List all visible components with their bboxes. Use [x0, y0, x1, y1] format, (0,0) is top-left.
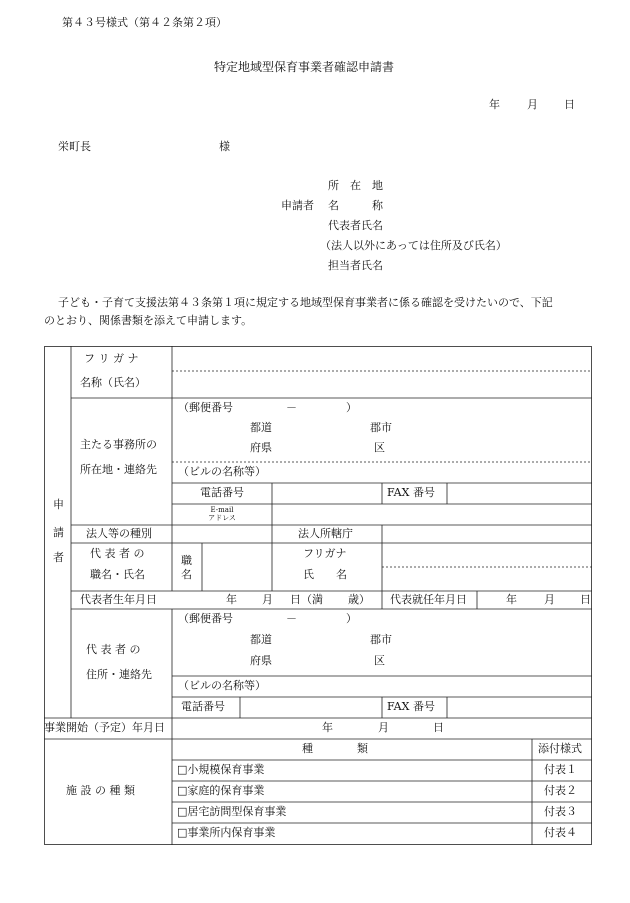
intro-line-1: 子ども・子育て支援法第４３条第１項に規定する地域型保育事業者に係る確認を受けたいので、下記 — [58, 296, 553, 309]
name-label: 名称（氏名） — [80, 376, 146, 389]
facility-label: 施 設 の 種 類 — [66, 784, 135, 797]
rep-postal: （郵便番号 — [178, 612, 233, 625]
office-label-1: 主たる事務所の — [80, 438, 157, 451]
honorific: 様 — [219, 140, 230, 153]
rep-todo: 都道 — [250, 633, 272, 646]
rep-addr-label-1: 代 表 者 の — [86, 643, 141, 656]
appoint-month: 月 — [544, 593, 555, 606]
start-day: 日 — [433, 721, 444, 734]
applicant-location-label: 所 在 地 — [328, 179, 383, 192]
office-postal: （郵便番号 — [178, 401, 233, 414]
office-fuken: 府県 — [250, 441, 272, 454]
rep-postal-dash: － — [286, 612, 297, 625]
intro-line-2: のとおり、関係書類を添えて申請します。 — [44, 314, 253, 327]
facility-attach-1: 付表１ — [544, 763, 577, 776]
office-todo: 都道 — [250, 421, 272, 434]
facility-attach-4: 付表４ — [544, 826, 577, 839]
page-title: 特定地域型保育事業者確認申請書 — [214, 60, 395, 74]
applicant-non-corp-note: （法人以外にあっては住所及び氏名） — [320, 239, 507, 252]
corp-authority-label: 法人所轄庁 — [298, 527, 353, 540]
rep-title-label-2: 職名・氏名 — [90, 568, 145, 581]
office-gunshi: 郡市 — [370, 421, 392, 434]
office-postal-close: ） — [346, 401, 357, 414]
facility-item-2[interactable]: □家庭的保育事業 — [177, 784, 265, 797]
rep-phone-label: 電話番号 — [181, 700, 225, 713]
appoint-year: 年 — [506, 593, 517, 606]
office-fax-label: FAX 番号 — [387, 486, 435, 499]
appoint-day: 日 — [580, 593, 591, 606]
start-label: 事業開始（予定）年月日 — [44, 721, 165, 734]
date-year: 年 — [489, 98, 500, 111]
furigana-label: フ リ ガ ナ — [84, 352, 139, 365]
rep-fuken: 府県 — [250, 654, 272, 667]
side-label-2: 請 — [53, 526, 64, 539]
birth-month: 月 — [262, 593, 273, 606]
rep-shoku: 職 — [181, 554, 192, 567]
office-ku: 区 — [374, 441, 385, 454]
corp-type-label: 法人等の種別 — [86, 527, 152, 540]
rep-addr-label-2: 住所・連絡先 — [86, 668, 152, 681]
rep-ku: 区 — [374, 654, 385, 667]
rep-name-label: 氏 名 — [303, 568, 347, 581]
office-building: （ビルの名称等） — [178, 465, 266, 478]
email-label-2: アドレス — [208, 514, 236, 522]
facility-item-4[interactable]: □事業所内保育事業 — [177, 826, 276, 839]
side-label-1: 申 — [53, 498, 64, 511]
applicant-label: 申請者 — [281, 199, 314, 212]
facility-attach-2: 付表２ — [544, 784, 577, 797]
attach-header: 添付様式 — [538, 742, 582, 755]
birth-day: 日（満 — [290, 593, 323, 606]
start-month: 月 — [378, 721, 389, 734]
birth-label: 代表者生年月日 — [80, 593, 157, 606]
form-number: 第４３号様式（第４２条第２項） — [62, 16, 227, 29]
rep-mei: 名 — [181, 568, 192, 581]
facility-item-3[interactable]: □居宅訪問型保育事業 — [177, 805, 287, 818]
rep-building: （ビルの名称等） — [178, 679, 266, 692]
rep-title-label-1: 代 表 者 の — [90, 547, 145, 560]
office-postal-dash: － — [286, 401, 297, 414]
office-label-2: 所在地・連絡先 — [80, 463, 157, 476]
appoint-label: 代表就任年月日 — [390, 593, 467, 606]
side-label-3: 者 — [53, 551, 64, 564]
birth-age: 歳） — [348, 593, 370, 606]
date-day: 日 — [564, 98, 575, 111]
facility-attach-3: 付表３ — [544, 805, 577, 818]
start-year: 年 — [322, 721, 333, 734]
application-table — [44, 346, 592, 845]
facility-item-1[interactable]: □小規模保育事業 — [177, 763, 265, 776]
rep-postal-close: ） — [346, 612, 357, 625]
applicant-rep-label: 代表者氏名 — [328, 219, 383, 232]
addressee: 栄町長 — [58, 140, 91, 153]
rep-fax-label: FAX 番号 — [387, 700, 435, 713]
email-label-1: E-mail — [210, 506, 234, 514]
kind-header: 種 類 — [302, 742, 368, 755]
birth-year: 年 — [226, 593, 237, 606]
date-month: 月 — [527, 98, 538, 111]
rep-gunshi: 郡市 — [370, 633, 392, 646]
applicant-contact-label: 担当者氏名 — [328, 259, 383, 272]
applicant-name-label: 名 称 — [328, 199, 383, 212]
rep-furigana-label: フリガナ — [303, 547, 347, 560]
office-phone-label: 電話番号 — [200, 486, 244, 499]
